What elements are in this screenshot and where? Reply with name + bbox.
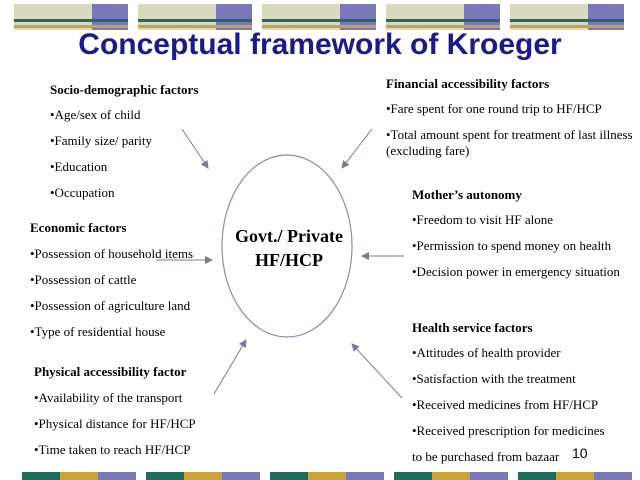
center-line-1: Govt./ Private bbox=[235, 226, 343, 246]
slide-title: Conceptual framework of Kroeger bbox=[78, 28, 562, 61]
socio-item: •Family size/ parity bbox=[50, 133, 153, 148]
financial-accessibility-heading: Financial accessibility factors bbox=[386, 76, 550, 91]
band-tile bbox=[146, 472, 260, 480]
arrow-financial bbox=[342, 129, 372, 168]
economic-heading: Economic factors bbox=[30, 220, 127, 235]
health-item: to be purchased from bazaar bbox=[412, 449, 560, 464]
autonomy-item: •Decision power in emergency situation bbox=[412, 264, 620, 279]
center-node bbox=[214, 224, 364, 272]
mothers-autonomy-heading: Mother’s autonomy bbox=[412, 187, 522, 202]
socio-item: •Occupation bbox=[50, 185, 115, 200]
socio-item: •Age/sex of child bbox=[50, 107, 141, 122]
band-tile bbox=[270, 472, 384, 480]
bottom-decorative-band bbox=[0, 472, 640, 480]
health-item: •Satisfaction with the treatment bbox=[412, 371, 576, 386]
health-item: •Attitudes of health provider bbox=[412, 345, 561, 360]
center-line-2: HF/HCP bbox=[255, 250, 323, 270]
health-item: •Received prescription for medicines bbox=[412, 423, 605, 438]
economic-item: •Possession of cattle bbox=[30, 272, 137, 287]
socio-demographic-heading: Socio-demographic factors bbox=[50, 82, 199, 97]
physical-item: •Time taken to reach HF/HCP bbox=[34, 442, 191, 457]
health-service-heading: Health service factors bbox=[412, 320, 533, 335]
page-number: 10 bbox=[572, 445, 588, 461]
autonomy-item: •Permission to spend money on health bbox=[412, 238, 612, 253]
arrow-socio bbox=[182, 129, 208, 168]
arrow-health bbox=[352, 344, 402, 398]
band-tile bbox=[394, 472, 508, 480]
arrow-physical bbox=[214, 340, 246, 394]
band-tile bbox=[518, 472, 632, 480]
health-item: •Received medicines from HF/HCP bbox=[412, 397, 599, 412]
socio-item: •Education bbox=[50, 159, 108, 174]
physical-item: •Physical distance for HF/HCP bbox=[34, 416, 196, 431]
autonomy-item: •Freedom to visit HF alone bbox=[412, 212, 554, 227]
economic-item: •Possession of household items bbox=[30, 246, 194, 261]
economic-item: •Possession of agriculture land bbox=[30, 298, 191, 313]
economic-item: •Type of residential house bbox=[30, 324, 166, 339]
physical-item: •Availability of the transport bbox=[34, 390, 183, 405]
physical-accessibility-heading: Physical accessibility factor bbox=[34, 364, 187, 379]
band-tile bbox=[22, 472, 136, 480]
financial-item: •Fare spent for one round trip to HF/HCP bbox=[386, 101, 602, 116]
financial-item: •Total amount spent for treatment of last illness (excluding fare) bbox=[386, 127, 633, 158]
